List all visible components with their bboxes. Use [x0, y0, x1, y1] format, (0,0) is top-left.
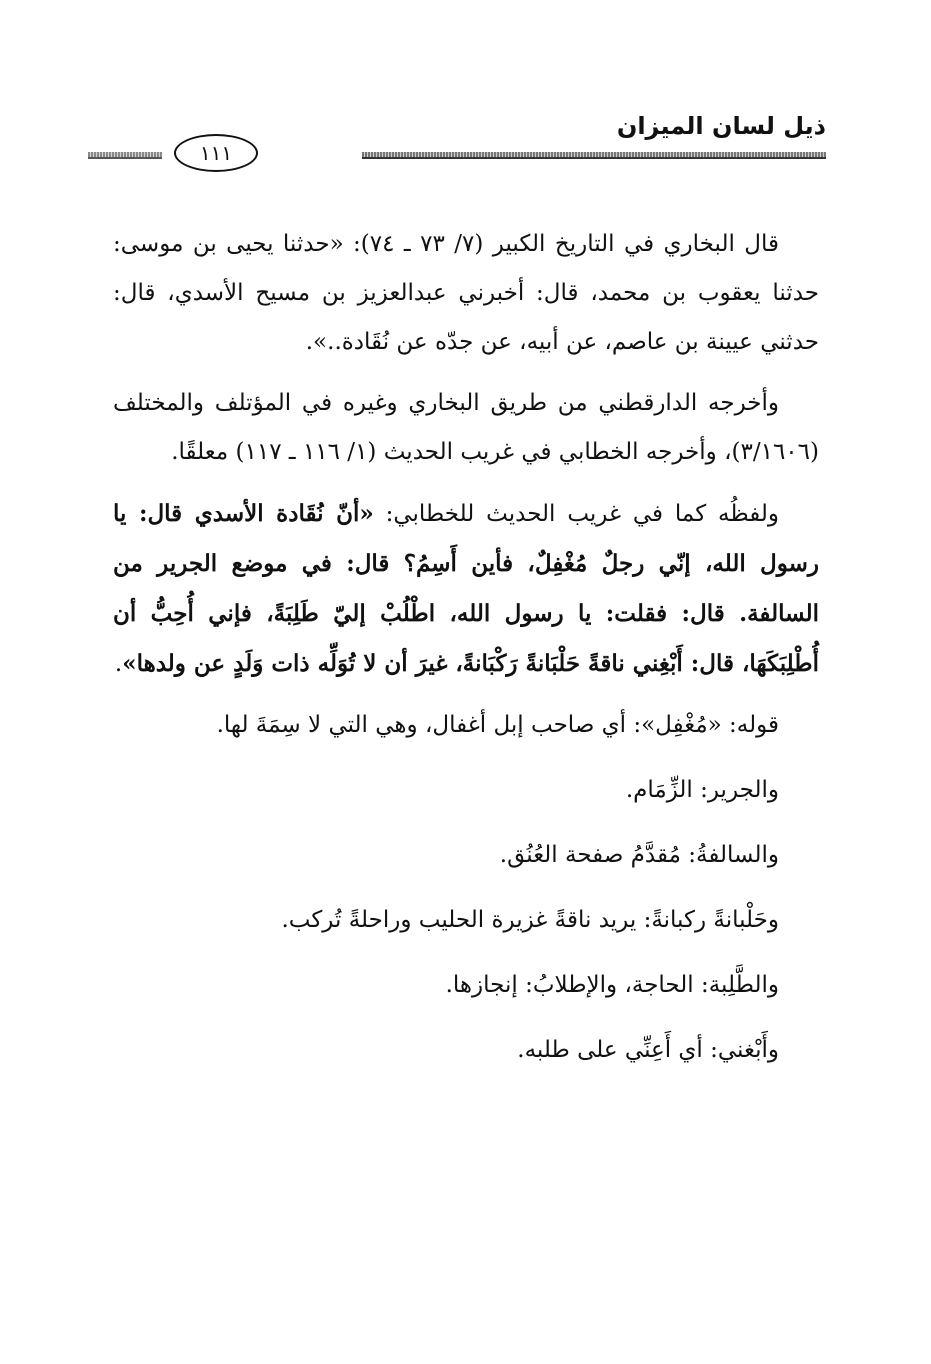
paragraph-daraqutni-citation: وأخرجه الدارقطني من طريق البخاري وغيره في المؤتلف والمختلف (٣/١٦٠٦)، وأخرجه الخطابي في غريب الحديث (١/ ١١٦ ـ ١١٧) معلقًا.	[113, 390, 819, 465]
paragraph-khattabi-wording	[113, 489, 819, 689]
header-rule-left	[88, 152, 162, 159]
page-header	[88, 112, 826, 172]
page-body	[113, 220, 819, 1091]
definition-salifa: والسالفةُ: مُقدَّمُ صفحة العُنُق.	[499, 842, 779, 868]
definition-halbana: وحَلْبانةً ركبانةً: يريد ناقةً غزيرة الحليب وراحلةً تُركب.	[281, 907, 779, 933]
book-title: ذيل لسان الميزان	[616, 112, 826, 140]
quote-intro: ولفظُه كما في غريب الحديث للخطابي:	[373, 501, 779, 527]
definition-jarir: والجرير: الزِّمَام.	[625, 777, 779, 803]
paragraph-bukhari-citation: قال البخاري في التاريخ الكبير (٧/ ٧٣ ـ ٧٤): «حدثنا يحيى بن موسى: حدثنا يعقوب بن محمد، قال: أخبرني عبدالعزيز بن مسيح الأسدي، قال: حدثني عيينة بن عاصم، عن أبيه، عن جدّه عن نُقَادة..».	[113, 231, 819, 355]
quote-end: .	[114, 651, 123, 677]
definitions-list	[113, 701, 819, 1075]
hadith-quote: «أنّ نُقَادة الأسدي قال: يا رسول الله، إنّي رجلٌ مُغْفِلٌ، فأين أَسِمُ؟ قال: في موضع الجرير من السالفة. قال: فقلت: يا رسول الله، اطْلُبْ إليّ طَلِبَةً، فإني أُحِبُّ أن أُطْلِبَكَهَا، قال: أَبْغِني ناقةً حَلْبَانةً رَكْبَانةً، غيرَ أن لا تُوَلِّه ذات وَلَدٍ عن ولدها»	[113, 500, 819, 677]
page-number: ١١١	[174, 134, 258, 172]
definition-taliba: والطَّلِبة: الحاجة، والإطلابُ: إنجازها.	[445, 972, 779, 998]
definition-mughfil: قوله: «مُغْفِل»: أي صاحب إبل أغفال، وهي التي لا سِمَةَ لها.	[216, 712, 779, 738]
definition-abghini: وأَبْغني: أي أَعِنِّي على طلبه.	[517, 1037, 779, 1063]
header-rule-right	[362, 152, 826, 159]
